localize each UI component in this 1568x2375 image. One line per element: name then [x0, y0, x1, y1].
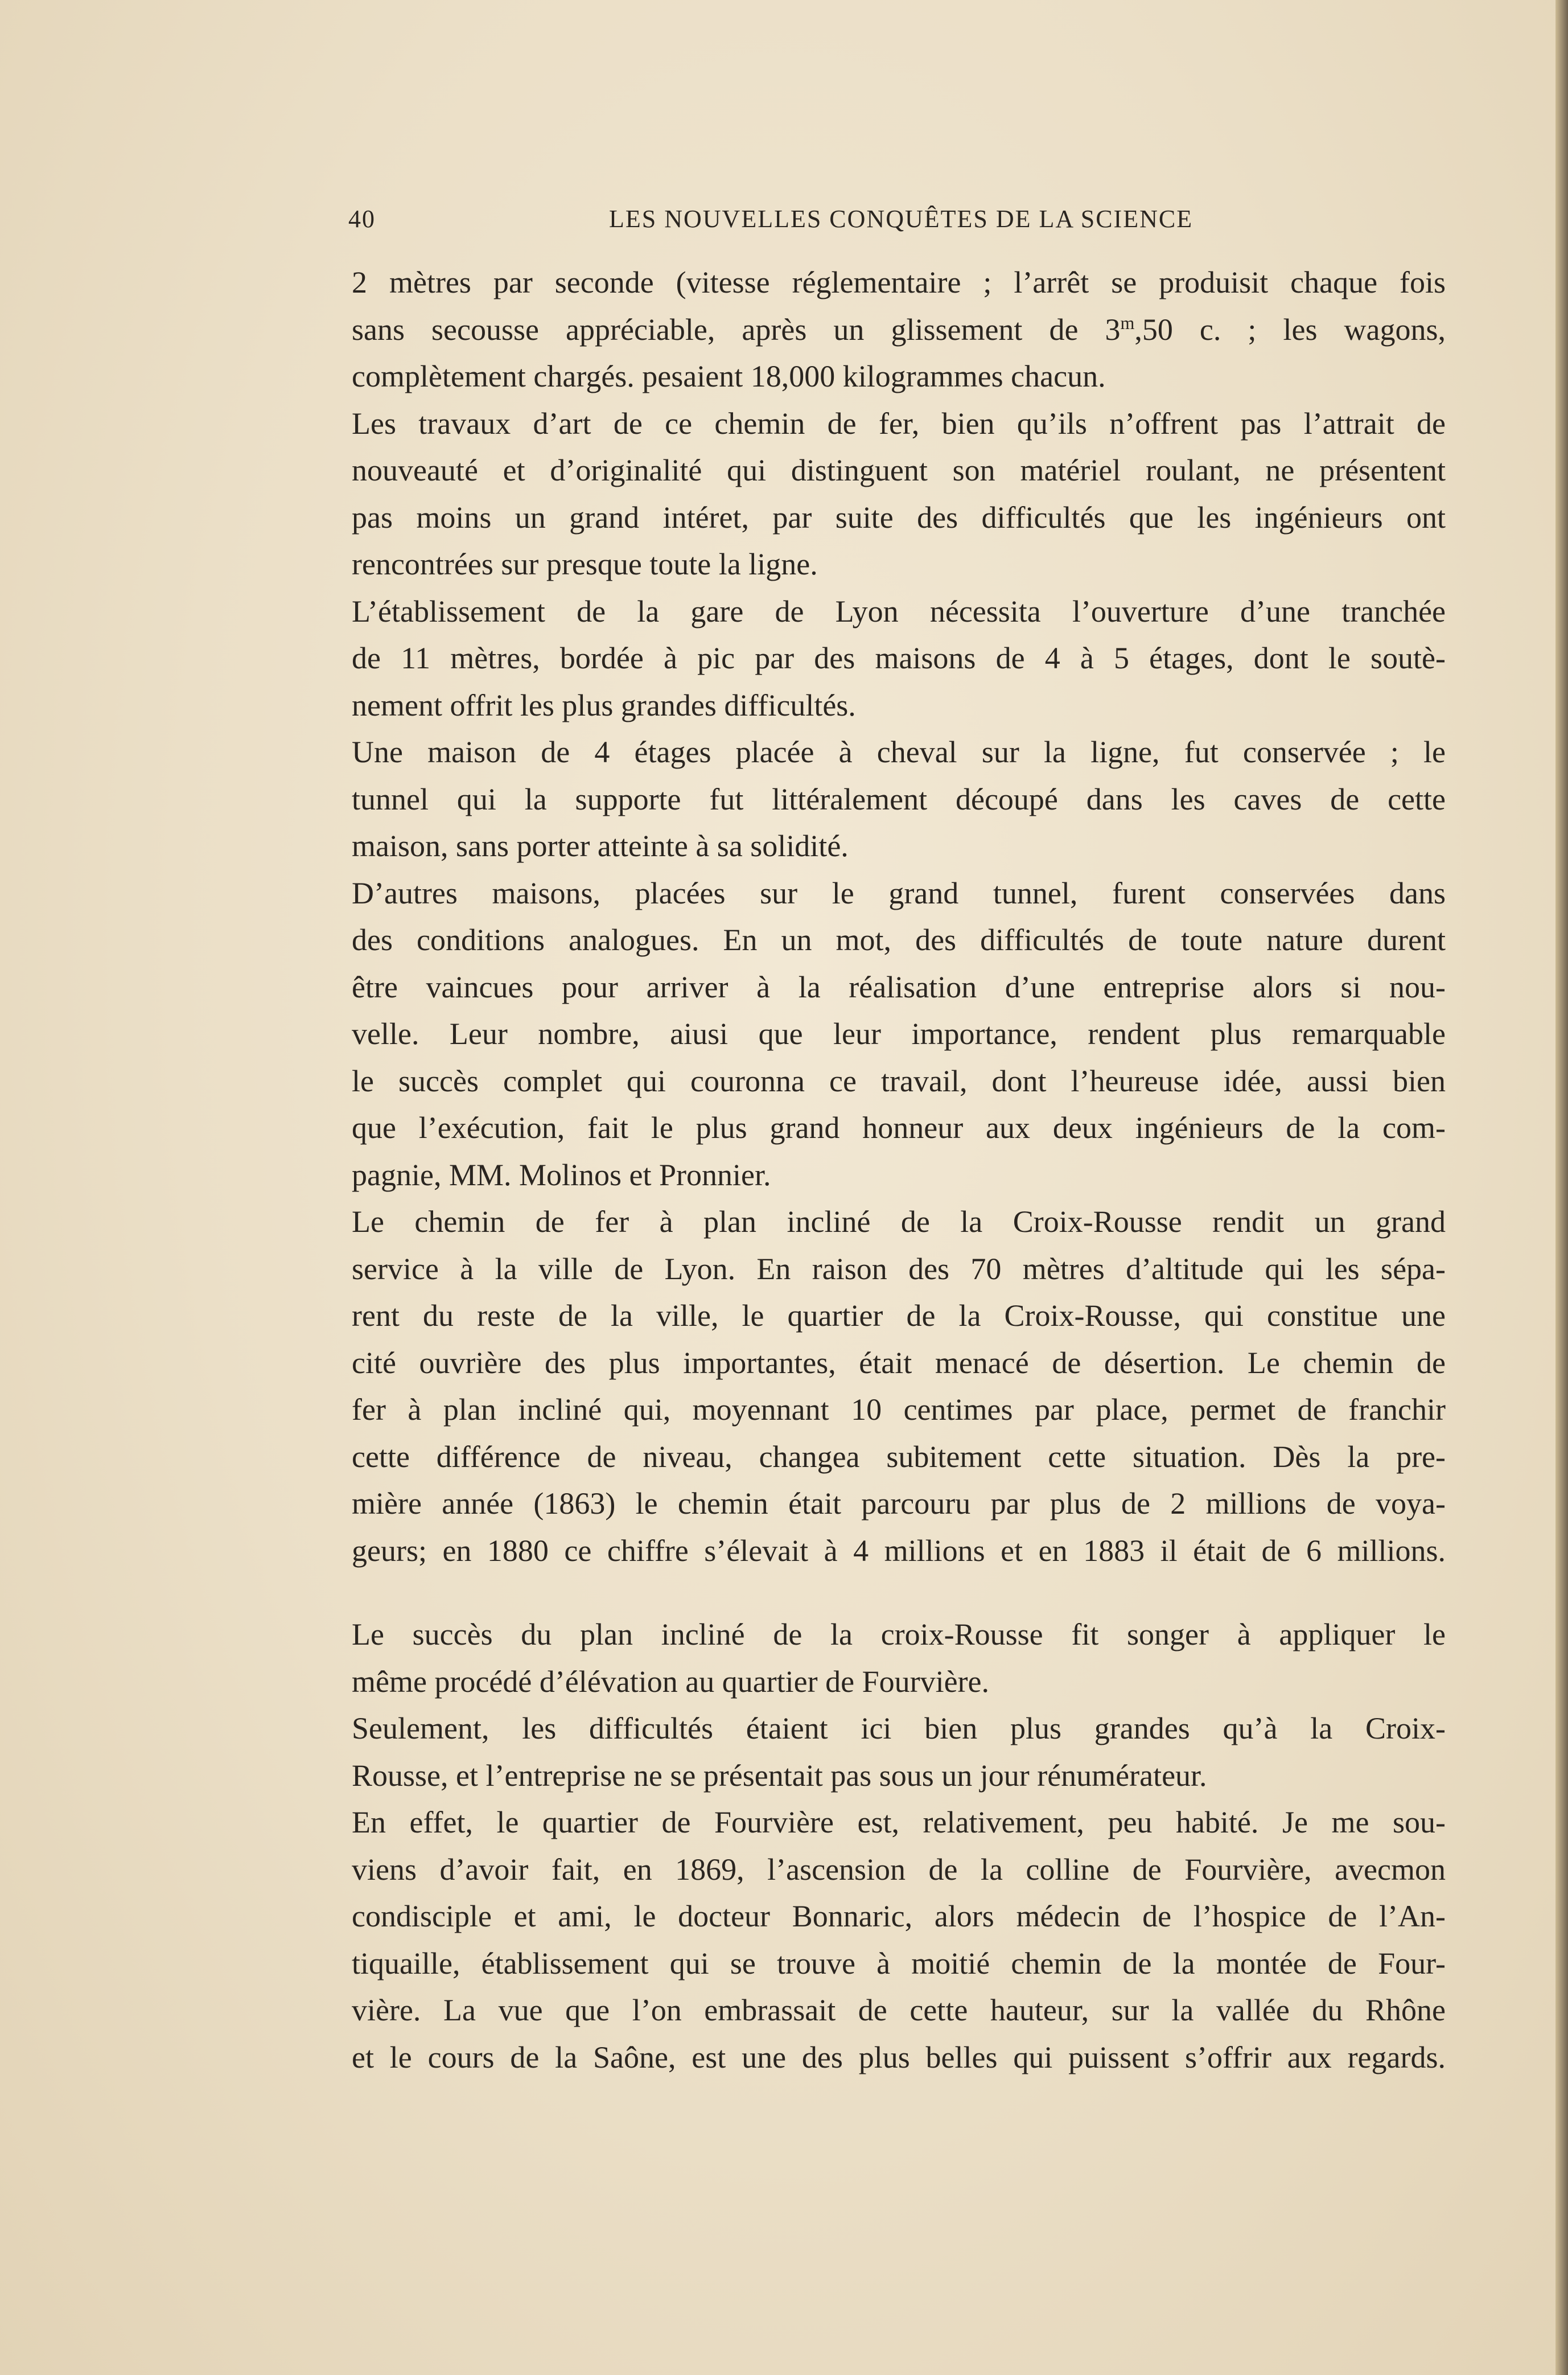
text-line: L’établissement de la gare de Lyon nécessita l’ouverture d’une tranchée: [352, 594, 1446, 628]
text-line: En effet, le quartier de Fourvière est, relativement, peu habité. Je me sou-: [352, 1805, 1446, 1839]
text-line: Une maison de 4 étages placée à cheval sur la ligne, fut conservée ; le: [352, 735, 1446, 769]
text-line: des conditions analogues. En un mot, des difficultés de toute nature durent: [352, 923, 1446, 957]
text-line: Rousse, et l’entreprise ne se présentait pas sous un jour rénumérateur.: [352, 1758, 1207, 1793]
text-line: condisciple et ami, le docteur Bonnaric, alors médecin de l’hospice de l’An-: [352, 1899, 1446, 1933]
text-line: complètement chargés. pesaient 18,000 kilogrammes chacun.: [352, 359, 1106, 393]
text-line: vière. La vue que l’on embrassait de cette hauteur, sur la vallée du Rhône: [352, 1993, 1446, 2027]
text-block-fourviere: [352, 1611, 1446, 2081]
text-line: pas moins un grand intéret, par suite des difficultés que les ingénieurs ont: [352, 500, 1446, 535]
text-line: nement offrit les plus grandes difficultés.: [352, 688, 856, 722]
text-line: Le chemin de fer à plan incliné de la Croix-Rousse rendit un grand: [352, 1205, 1446, 1239]
text-line: Seulement, les difficultés étaient ici bien plus grandes qu’à la Croix-: [352, 1711, 1446, 1745]
text-line-part: sans secousse appréciable, après un glissement de 3: [352, 312, 1121, 347]
text-line: tunnel qui la supporte fut littéralement découpé dans les caves de cette: [352, 782, 1446, 816]
text-line: nouveauté et d’originalité qui distinguent son matériel roulant, ne présentent: [352, 453, 1446, 487]
text-line: D’autres maisons, placées sur le grand tunnel, furent conservées dans: [352, 876, 1446, 910]
text-line: et le cours de la Saône, est une des plus belles qui puissent s’offrir aux regards.: [352, 2040, 1446, 2074]
text-line: maison, sans porter atteinte à sa solidité.: [352, 829, 849, 863]
text-line: cette différence de niveau, changea subitement cette situation. Dès la pre-: [352, 1439, 1446, 1474]
text-line: Le succès du plan incliné de la croix-Rousse fit songer à appliquer le: [352, 1617, 1446, 1651]
text-block-croix-rousse: [352, 259, 1446, 1574]
text-line: viens d’avoir fait, en 1869, l’ascension de la colline de Fourvière, avecmon: [352, 1852, 1446, 1887]
page-number: 40: [348, 205, 376, 233]
text-line: mière année (1863) le chemin était parcouru par plus de 2 millions de voya-: [352, 1486, 1446, 1521]
text-line: de 11 mètres, bordée à pic par des maisons de 4 à 5 étages, dont le soutè-: [352, 641, 1446, 675]
text-line: tiquaille, établissement qui se trouve à moitié chemin de la montée de Four-: [352, 1946, 1446, 1980]
text-line: [352, 306, 1446, 354]
text-line: être vaincues pour arriver à la réalisation d’une entreprise alors si nou-: [352, 969, 1446, 1004]
text-line: cité ouvrière des plus importantes, était menacé de désertion. Le chemin de: [352, 1345, 1446, 1380]
page-edge-shadow: [1555, 0, 1568, 2375]
text-line-part: ,50 c. ; les wagons,: [1134, 312, 1446, 347]
text-line: que l’exécution, fait le plus grand honneur aux deux ingénieurs de la com-: [352, 1111, 1446, 1145]
text-line: velle. Leur nombre, aiusi que leur importance, rendent plus remarquable: [352, 1017, 1446, 1051]
page-header: [348, 199, 1441, 239]
text-line: rent du reste de la ville, le quartier de la Croix-Rousse, qui constitue une: [352, 1299, 1446, 1333]
text-line: même procédé d’élévation au quartier de Fourvière.: [352, 1664, 989, 1699]
superscript-unit: m: [1120, 312, 1135, 333]
running-title: LES NOUVELLES CONQUÊTES DE LA SCIENCE: [609, 205, 1194, 233]
text-line: rencontrées sur presque toute la ligne.: [352, 547, 818, 581]
text-line: 2 mètres par seconde (vitesse réglementaire ; l’arrêt se produisit chaque fois: [352, 265, 1446, 299]
text-line: le succès complet qui couronna ce travail, dont l’heureuse idée, aussi bien: [352, 1063, 1446, 1098]
text-line: fer à plan incliné qui, moyennant 10 centimes par place, permet de franchir: [352, 1392, 1446, 1427]
text-line: Les travaux d’art de ce chemin de fer, bien qu’ils n’offrent pas l’attrait de: [352, 406, 1446, 441]
text-line: pagnie, MM. Molinos et Pronnier.: [352, 1157, 771, 1192]
text-line: service à la ville de Lyon. En raison des 70 mètres d’altitude qui les sépa-: [352, 1251, 1446, 1286]
text-line: geurs; en 1880 ce chiffre s’élevait à 4 millions et en 1883 il était de 6 millions.: [352, 1533, 1446, 1568]
